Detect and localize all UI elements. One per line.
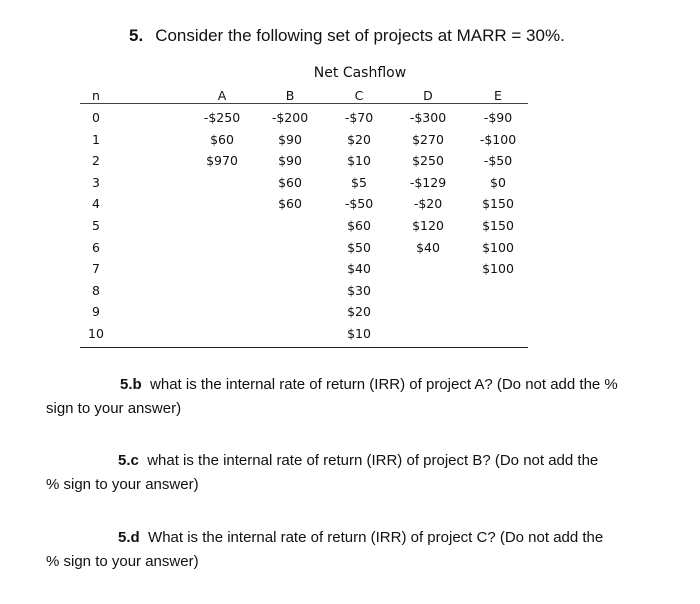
question-5c (46, 449, 686, 497)
table-cell (260, 301, 320, 323)
table-cell (260, 323, 320, 345)
table-cell (260, 258, 320, 280)
column-header: A (217, 88, 227, 103)
table-cell: -$200 (271, 110, 309, 125)
table-cell: -$50 (483, 153, 513, 169)
table-cell: -$70 (344, 110, 374, 125)
table-cell: $20 (347, 304, 371, 320)
column-header: E (494, 88, 502, 103)
table-cell: 5 (92, 217, 100, 233)
question-5b (46, 373, 686, 421)
table-cell: 2 (92, 153, 100, 169)
table-cell: $40 (347, 261, 371, 277)
table-cell (260, 280, 320, 302)
problem-heading (129, 26, 565, 46)
question-text-continued: % sign to your answer) (46, 553, 199, 570)
table-cell (260, 237, 320, 259)
table-cell: $60 (278, 174, 302, 190)
table-cell: $30 (347, 282, 371, 298)
table-cell: $150 (482, 217, 514, 233)
table-cell: $270 (412, 131, 444, 147)
table-cell (192, 280, 252, 302)
column-header: B (285, 88, 295, 103)
table-cell (468, 301, 528, 323)
column-header: D (423, 88, 433, 103)
table-cell (398, 258, 458, 280)
question-text-continued: sign to your answer) (46, 400, 182, 417)
table-cell (192, 258, 252, 280)
table-cell: 1 (92, 131, 100, 147)
table-cell: $10 (347, 153, 371, 169)
table-cell (192, 237, 252, 259)
column-c (329, 86, 389, 345)
column-n (66, 86, 126, 345)
table-cell: $10 (347, 325, 371, 341)
problem-statement: Consider the following set of projects at MARR = 30%. (155, 26, 565, 45)
table-cell (398, 280, 458, 302)
table-cell: $100 (482, 261, 514, 277)
table-cell: $60 (278, 196, 302, 212)
table-cell: $0 (490, 174, 506, 190)
table-cell: $5 (351, 174, 367, 190)
table-cell: -$129 (409, 174, 447, 190)
table-cell (398, 301, 458, 323)
table-cell: $60 (210, 131, 234, 147)
table-title: Net Cashflow (313, 65, 407, 81)
question-text: What is the internal rate of return (IRR) of project C? (Do not add the (148, 529, 604, 546)
problem-number: 5. (129, 26, 144, 45)
table-cell: $100 (482, 239, 514, 255)
table-cell: $40 (416, 239, 440, 255)
table-cell: -$300 (409, 110, 447, 125)
question-text-continued: % sign to your answer) (46, 476, 199, 493)
table-cell (260, 215, 320, 237)
table-cell: $970 (206, 153, 238, 169)
table-cell: $60 (347, 217, 371, 233)
question-5d (46, 526, 686, 574)
question-text: what is the internal rate of return (IRR) of project B? (Do not add the (147, 452, 599, 469)
table-cell (192, 193, 252, 215)
table-cell: 8 (92, 282, 100, 298)
table-cell (192, 172, 252, 194)
question-label: 5.c (118, 452, 139, 469)
table-cell: -$20 (413, 196, 443, 212)
table-cell: $120 (412, 217, 444, 233)
bottom-rule (80, 347, 528, 348)
question-label: 5.b (120, 376, 142, 393)
table-cell: 0 (92, 110, 100, 125)
table-cell: 4 (92, 196, 100, 212)
table-cell: 6 (92, 239, 100, 255)
table-cell (468, 280, 528, 302)
table-cell: $90 (278, 153, 302, 169)
column-header: C (354, 88, 364, 103)
table-cell: $250 (412, 153, 444, 169)
column-d (398, 86, 458, 345)
question-text: what is the internal rate of return (IRR) of project A? (Do not add the % (150, 376, 618, 393)
question-label: 5.d (118, 529, 140, 546)
table-cell: -$90 (483, 110, 513, 125)
table-cell: -$250 (203, 110, 241, 125)
column-header: n (92, 88, 100, 103)
table-cell: 3 (92, 174, 100, 190)
table-cell (398, 323, 458, 345)
column-b (260, 86, 320, 345)
table-cell: $50 (347, 239, 371, 255)
table-cell (192, 301, 252, 323)
table-cell (192, 323, 252, 345)
table-cell: -$100 (479, 131, 517, 147)
column-a (192, 86, 252, 345)
table-cell: $20 (347, 131, 371, 147)
table-cell (468, 323, 528, 345)
column-e (468, 86, 528, 345)
table-cell: 9 (92, 304, 100, 320)
table-cell (192, 215, 252, 237)
table-cell: 7 (92, 261, 100, 277)
table-cell: -$50 (344, 196, 374, 212)
table-cell: 10 (88, 325, 104, 341)
table-cell: $90 (278, 131, 302, 147)
table-cell: $150 (482, 196, 514, 212)
cashflow-table (80, 86, 528, 348)
